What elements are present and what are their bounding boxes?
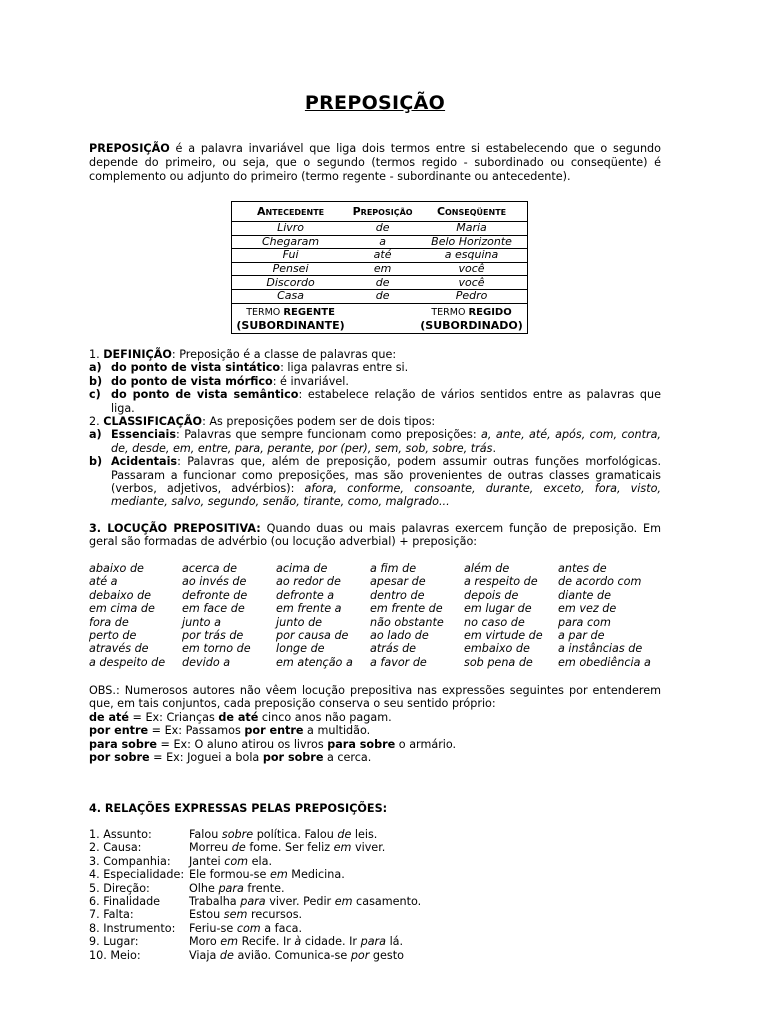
table-cell: Belo Horizonte — [416, 235, 527, 249]
list-term: Essenciais — [111, 428, 177, 442]
relation-row — [89, 868, 661, 881]
relations-list — [89, 828, 661, 962]
locucao-item: dentro de — [370, 588, 425, 602]
locucao-item: além de — [464, 562, 510, 575]
locucao-item: acerca de — [182, 562, 238, 575]
locucao-item: antes de — [558, 562, 607, 575]
table-row — [232, 262, 528, 276]
obs-term-in-example: por entre — [244, 724, 304, 738]
preposition-table — [231, 201, 528, 334]
preposition: para — [218, 881, 244, 895]
locucao-item: em vez de — [558, 602, 617, 616]
table-cell: até — [349, 249, 416, 263]
relation-label: 3. Companhia: — [89, 854, 171, 868]
section-text: Quando duas ou mais palavras exercem função de preposição. Em geral são formadas de advérbio (ou locução adverbial) + preposição: — [89, 522, 662, 549]
obs-term-in-example: de até — [218, 710, 259, 724]
example-text: a faca. — [260, 921, 303, 935]
relation-label: 10. Meio: — [89, 948, 141, 962]
example-text: Feriu-se — [189, 921, 237, 935]
table-cell: Maria — [416, 222, 527, 236]
section-definicao — [89, 348, 661, 415]
preposition: para — [240, 895, 266, 909]
example-text: viver. Pedir — [265, 895, 335, 909]
preposition: sem — [223, 908, 248, 922]
locucao-item: debaixo de — [89, 588, 152, 602]
locucao-column — [558, 562, 661, 669]
locucao-item: ao lado de — [370, 629, 429, 643]
preposition: em — [334, 895, 353, 909]
locucao-item: ao invés de — [182, 575, 247, 589]
table-cell: a esquina — [416, 249, 527, 263]
footer-regente — [232, 303, 350, 333]
preposition: sobre — [221, 828, 254, 841]
list-marker: a) — [89, 361, 102, 375]
table-header: Antecedente — [232, 202, 350, 222]
list-text: : Palavras que sempre funcionam como preposições: — [176, 428, 482, 442]
list-item — [89, 428, 661, 455]
table-cell: Pedro — [416, 289, 527, 303]
table-body — [232, 222, 528, 334]
relation-row — [89, 949, 661, 962]
obs-example — [89, 724, 661, 737]
obs-example — [89, 711, 661, 724]
obs-example — [89, 738, 661, 751]
relation-label: 5. Direção: — [89, 881, 150, 895]
locucao-item: junto de — [276, 615, 323, 629]
locucao-item: por causa de — [276, 629, 349, 643]
relation-example — [189, 935, 403, 948]
locucao-item: longe de — [276, 642, 325, 656]
preposition: em — [269, 868, 288, 882]
obs-end: a cerca. — [323, 751, 372, 765]
list-end: . — [492, 441, 497, 455]
list-text: : estabelece relação de vários sentidos entre as palavras que liga. — [111, 388, 661, 415]
locucao-item: em obediência a — [558, 655, 651, 669]
preposition: em — [333, 841, 352, 855]
locucao-item: diante de — [558, 588, 611, 602]
table-cell: Chegaram — [232, 235, 350, 249]
table-cell: Pensei — [232, 262, 350, 276]
example-text: viver. — [351, 841, 386, 855]
locucao-grid — [89, 562, 661, 669]
relation-row — [89, 895, 661, 908]
table-cell: de — [349, 276, 416, 290]
locucao-column — [182, 562, 276, 669]
locucao-item: em atenção a — [276, 655, 353, 669]
locucao-item: devido a — [182, 655, 231, 669]
relation-label: 6. Finalidade — [89, 895, 161, 909]
relation-example — [189, 908, 302, 921]
section-heading: 4. RELAÇÕES EXPRESSAS PELAS PREPOSIÇÕES: — [89, 802, 388, 815]
locucao-item: em face de — [182, 602, 245, 616]
list-marker: c) — [89, 388, 101, 402]
relation-example — [189, 895, 421, 908]
locucao-item: a instâncias de — [558, 642, 643, 656]
section-heading-line — [89, 348, 661, 361]
obs-term: por sobre — [89, 751, 150, 765]
list-item — [89, 375, 661, 388]
locucao-item: a favor de — [370, 655, 427, 669]
preposition: por — [350, 948, 370, 962]
obs-end: a multidão. — [303, 724, 371, 738]
obs-mid: = Ex: Crianças — [128, 710, 219, 724]
section-number: 1. — [89, 348, 104, 361]
list-term: do ponto de vista mórfico — [111, 374, 273, 388]
table-header: Preposição — [349, 202, 416, 222]
relation-example — [189, 841, 385, 854]
preposition: em — [220, 935, 239, 949]
section-heading: CLASSIFICAÇÃO — [103, 415, 203, 428]
list-text: : é invariável. — [272, 374, 349, 388]
table-row — [232, 276, 528, 290]
locucao-item: para com — [558, 615, 611, 629]
locucao-item: ao redor de — [276, 575, 341, 589]
example-text: leis. — [351, 828, 378, 841]
table-cell: Livro — [232, 222, 350, 236]
locucao-item: fora de — [89, 615, 129, 629]
footer-prefix: TERMO — [431, 306, 469, 318]
footer-regido — [416, 303, 527, 333]
relation-label: 9. Lugar: — [89, 935, 139, 949]
section-text: : As preposições podem ser de dois tipos: — [202, 415, 436, 428]
table-row — [232, 235, 528, 249]
list-item — [89, 388, 661, 415]
obs-text: OBS.: Numerosos autores não vêem locução prepositiva nas expressões seguintes por entenderem que, em tais conjuntos, cada preposição conserva o seu sentido próprio: — [89, 684, 661, 711]
preposition: com — [236, 921, 261, 935]
preposition: de — [219, 948, 234, 962]
locucao-item: a respeito de — [464, 575, 538, 589]
footer-bold: REGENTE — [283, 306, 335, 318]
example-text: recursos. — [247, 908, 303, 922]
list-term: do ponto de vista semântico — [111, 388, 299, 402]
section-classificacao — [89, 415, 661, 509]
example-text: casamento. — [352, 895, 422, 909]
relation-row — [89, 841, 661, 854]
section-relacoes — [89, 802, 661, 815]
section-text: : Preposição é a classe de palavras que: — [171, 348, 397, 361]
table-cell: em — [349, 262, 416, 276]
obs-term-in-example: para sobre — [327, 737, 396, 751]
table-row — [232, 289, 528, 303]
example-text: Trabalha — [189, 895, 241, 909]
obs-end: o armário. — [395, 737, 457, 751]
relation-example — [189, 949, 404, 962]
footer-bold: REGIDO — [468, 306, 512, 318]
example-text: Falou — [189, 828, 222, 841]
list-item — [89, 455, 661, 509]
preposition: de — [231, 841, 246, 855]
example-text: fome. Ser feliz — [245, 841, 334, 855]
preposition-list: a, ante, até, após, com, contra, de, desde, em, entre, para, perante, por (per), sem, sob, sobre, trás — [111, 428, 661, 455]
list-text: : liga palavras entre si. — [280, 361, 409, 375]
preposition-list: afora, conforme, consoante, durante, exceto, fora, visto, mediante, salvo, segundo, senão, tirante, como, malgrado... — [111, 482, 661, 509]
table-cell: de — [349, 222, 416, 236]
obs-term: de até — [89, 710, 129, 724]
obs-example — [89, 751, 661, 764]
locucao-column — [89, 562, 182, 669]
locucao-item: não obstante — [370, 615, 444, 629]
table-row — [232, 249, 528, 263]
intro-text: é a palavra invariável que liga dois termos entre si estabelecendo que o segundo depende do primeiro, ou seja, que o segundo (termos regido - subordinado ou conseqüente) é complemento ou adjunto do primeiro (termo regente - subordinante ou antecedente). — [89, 142, 661, 183]
example-text: frente. — [243, 881, 285, 895]
table-cell: a — [349, 235, 416, 249]
example-text: Olhe — [189, 881, 219, 895]
table-cell: você — [416, 276, 527, 290]
list-term: Acidentais — [111, 455, 178, 469]
relation-example — [189, 855, 272, 868]
table-header: Conseqüente — [416, 202, 527, 222]
locucao-item: defronte de — [182, 588, 248, 602]
obs-term: para sobre — [89, 737, 157, 751]
relation-label: 1. Assunto: — [89, 828, 152, 841]
obs-term: por entre — [89, 724, 149, 738]
list-text: : Palavras que, além de preposição, podem assumir outras funções morfológicas. Passaram a funcionar como preposições, mas são provenientes de outras classes gramaticais (verbos, adjetivos, advérbios): — [111, 455, 661, 496]
table-cell: Fui — [232, 249, 350, 263]
relation-example — [189, 868, 345, 881]
preposition: com — [224, 854, 249, 868]
obs-mid: = Ex: Passamos — [148, 724, 245, 738]
example-text: ela. — [248, 854, 273, 868]
locucao-item: a par de — [558, 629, 605, 643]
locucao-item: de acordo com — [558, 575, 642, 589]
obs-examples — [89, 711, 661, 765]
section-heading: 3. LOCUÇÃO PREPOSITIVA: — [89, 522, 261, 535]
table-cell: Discordo — [232, 276, 350, 290]
example-text: política. Falou — [253, 828, 338, 841]
example-text: Ele formou-se — [189, 868, 270, 882]
relation-example — [189, 828, 377, 841]
locucao-item: em lugar de — [464, 602, 532, 616]
locucao-item: junto a — [182, 615, 221, 629]
locucao-item: apesar de — [370, 575, 426, 589]
example-text: Viaja — [189, 948, 220, 962]
locucao-item: em virtude de — [464, 629, 543, 643]
locucao-item: acima de — [276, 562, 328, 575]
obs-block — [89, 684, 661, 764]
relation-label: 4. Especialidade: — [89, 868, 185, 882]
locucao-item: perto de — [89, 629, 137, 643]
table-cell: você — [416, 262, 527, 276]
locucao-item: em frente de — [370, 602, 443, 616]
table-row — [232, 222, 528, 236]
list-item — [89, 361, 661, 374]
locucao-item: até a — [89, 575, 118, 589]
locucao-item: depois de — [464, 588, 519, 602]
obs-term-in-example: por sobre — [262, 751, 324, 765]
locucao-item: atrás de — [370, 642, 417, 656]
locucao-item: através de — [89, 642, 149, 656]
relation-example — [189, 922, 302, 935]
locucao-item: em frente a — [276, 602, 342, 616]
example-text: Medicina. — [287, 868, 345, 882]
relation-row — [89, 855, 661, 868]
relation-example — [189, 882, 285, 895]
relation-row — [89, 935, 661, 948]
list-marker: a) — [89, 428, 102, 442]
locucao-item: embaixo de — [464, 642, 530, 656]
list-marker: b) — [89, 455, 103, 469]
locucao-column — [464, 562, 558, 669]
footer-prefix: TERMO — [246, 306, 284, 318]
locucao-item: a despeito de — [89, 655, 166, 669]
example-text: lá. — [386, 935, 404, 949]
locucao-item: defronte a — [276, 588, 335, 602]
obs-mid: = Ex: O aluno atirou os livros — [156, 737, 328, 751]
section-locucao — [89, 522, 661, 549]
example-text: cidade. Ir — [301, 935, 361, 949]
example-text: Recife. Ir — [238, 935, 295, 949]
preposition: à — [294, 935, 302, 949]
locucao-column — [276, 562, 370, 669]
table-cell: de — [349, 289, 416, 303]
relation-label: 8. Instrumento: — [89, 921, 176, 935]
section-heading: DEFINIÇÃO — [103, 348, 172, 361]
page-title: PREPOSIÇÃO — [304, 92, 446, 114]
footer-empty — [349, 303, 416, 333]
example-text: avião. Comunica-se — [233, 948, 351, 962]
locucao-item: a fim de — [370, 562, 417, 575]
example-text: Morreu — [189, 841, 232, 855]
obs-end: cinco anos não pagam. — [258, 710, 392, 724]
footer-sub: (SUBORDINANTE) — [236, 318, 345, 332]
intro-paragraph — [89, 142, 661, 184]
table-cell: Casa — [232, 289, 350, 303]
relation-row — [89, 828, 661, 841]
example-text: Estou — [189, 908, 224, 922]
list-marker: b) — [89, 374, 103, 388]
locucao-item: em cima de — [89, 602, 155, 616]
example-text: Jantei — [189, 854, 225, 868]
table-footer-row — [232, 303, 528, 333]
section-number: 2. — [89, 415, 104, 428]
locucao-item: abaixo de — [89, 562, 144, 575]
definition-list — [89, 361, 661, 415]
relation-row — [89, 922, 661, 935]
relation-label: 2. Causa: — [89, 841, 142, 855]
intro-term: PREPOSIÇÃO — [89, 142, 170, 155]
footer-sub: (SUBORDINADO) — [420, 318, 523, 332]
locucao-item: sob pena de — [464, 655, 533, 669]
example-text: gesto — [369, 948, 404, 962]
locucao-item: no caso de — [464, 615, 525, 629]
example-text: Moro — [189, 935, 221, 949]
list-term: do ponto de vista sintático — [111, 361, 281, 375]
preposition: para — [360, 935, 387, 949]
preposition: de — [337, 828, 352, 841]
relation-row — [89, 908, 661, 921]
section-heading-line — [89, 415, 661, 428]
relation-row — [89, 882, 661, 895]
relation-label: 7. Falta: — [89, 908, 134, 922]
locucao-column — [370, 562, 464, 669]
obs-mid: = Ex: Joguei a bola — [149, 751, 263, 765]
locucao-item: em torno de — [182, 642, 251, 656]
locucao-item: por trás de — [182, 629, 244, 643]
